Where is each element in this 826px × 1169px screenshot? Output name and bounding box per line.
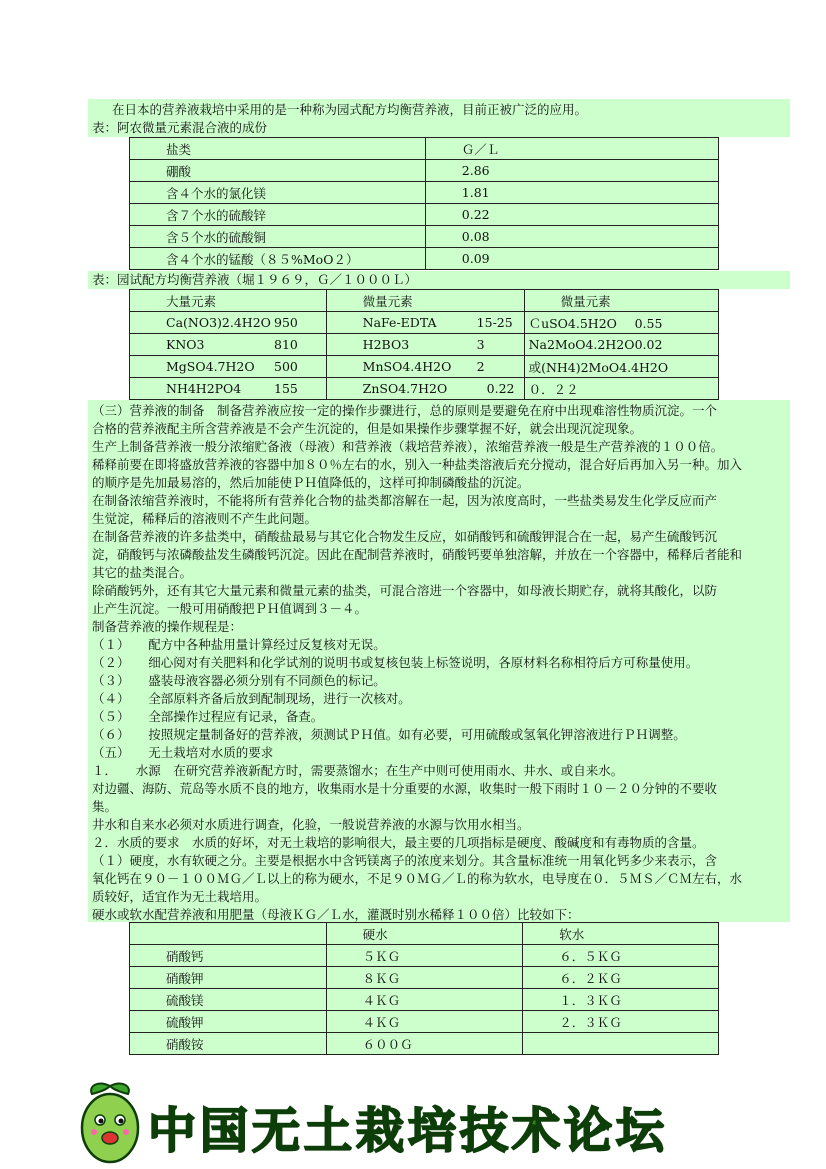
table-cell: 含４个水的锰酸（８５%MoO２）: [130, 248, 426, 270]
compound-name: H2BO3: [362, 337, 410, 352]
body-line: （三）营养液的制备 制备营养液应按一定的操作步骤进行，总的原则是要避免在府中出现难溶性物质沉淀。一个: [92, 403, 718, 418]
body-line: １． 水源 在研究营养液新配方时，需要蒸馏水；在生产中则可使用雨水、井水、或自来水。: [92, 763, 624, 778]
table-cell: [326, 312, 524, 334]
compound-name: MnSO4.4H2O: [362, 359, 452, 374]
table2-header: 大量元素: [130, 290, 327, 312]
table-cell: 硫酸镁: [130, 989, 327, 1011]
body-line: （２） 细心阅对有关肥料和化学试剂的说明书或复核包装上标签说明，各原材料名称相符后方可称量使用。: [92, 655, 699, 670]
table-cell: ４ＫＧ: [326, 1011, 523, 1033]
table-row: [130, 1011, 719, 1033]
compound-value: 810: [274, 337, 298, 352]
table-row: [130, 290, 719, 312]
table-row: [130, 334, 719, 356]
table-cell: [130, 356, 327, 378]
compound-name: NaFe-EDTA: [362, 315, 437, 330]
table1-header: 盐类: [130, 138, 426, 160]
table1: [129, 137, 719, 270]
table-cell: 含４个水的氯化镁: [130, 182, 426, 204]
body-line: 在制备营养液的许多盐类中，硝酸盐最易与其它化合物发生反应，如硝酸钙和硫酸钾混合在一起，易产生硫酸钙沉: [92, 529, 718, 544]
body-line: （１）硬度，水有软硬之分。主要是根据水中含钙镁离子的浓度来划分。其含量标准统一用氧化钙多少来表示，含: [92, 853, 718, 868]
table-row: [130, 1033, 719, 1055]
table-cell: [130, 312, 327, 334]
table-cell: 0.08: [425, 226, 718, 248]
compound-value: 0.55: [634, 315, 663, 331]
table-cell: [524, 356, 718, 378]
forum-logo-text: 中国无土栽培技术论坛: [148, 1103, 669, 1159]
table-row: [130, 923, 719, 945]
compound-name: MgSO4.7H2O: [166, 359, 255, 374]
body-line: 稀释前要在即将盛放营养液的容器中加８０％左右的水，别入一种盐类溶液后充分搅动，混合好后再加入另一种。加入: [92, 457, 743, 472]
table-row: [130, 967, 719, 989]
table-cell: 硝酸铵: [130, 1033, 327, 1055]
table-cell: 0.09: [425, 248, 718, 270]
body-line: 的顺序是先加最易溶的，然后加能使ＰＨ值降低的，这样可抑制磷酸盐的沉淀。: [92, 475, 530, 490]
compound-value: 15-25: [476, 315, 513, 330]
compound-name: 或(NH4)2MoO4.4H2O: [528, 359, 669, 375]
compound-name: KNO3: [166, 337, 205, 352]
body-line: 硬水或软水配营养液和用肥量（母液ＫＧ／Ｌ水，灌溉时别水稀释１００倍）比较如下：: [92, 907, 580, 922]
body-line: （５） 全部操作过程应有记录，备查。: [92, 709, 324, 724]
table3-header: [130, 923, 327, 945]
table-row: [130, 138, 719, 160]
table-cell: ６．２ＫＧ: [523, 967, 719, 989]
table-cell: 0.22: [425, 204, 718, 226]
table-cell: ５ＫＧ: [326, 945, 523, 967]
compound-name: Ca(NO3)2.4H2O: [166, 315, 271, 330]
body-line: ２．水质的要求 水质的好坏，对无土栽培的影响很大，最主要的几项指标是硬度、酸碱度和有毒物质的含量。: [92, 835, 705, 850]
body-line: 生觉淀，稀释后的溶液则不产生此问题。: [92, 511, 318, 526]
compound-name: Na2MoO4.2H2O: [528, 337, 635, 352]
body-line: 集。: [92, 799, 118, 814]
compound-value: 2: [476, 359, 485, 374]
body-line: （１） 配方中各种盐用量计算经过反复核对无误。: [92, 637, 386, 652]
body-line: 制备营养液的操作规程是：: [92, 619, 243, 634]
compound-name: ZnSO4.7H2O: [362, 381, 448, 396]
table-cell: １．３ＫＧ: [523, 989, 719, 1011]
table3-header: 软水: [523, 923, 719, 945]
table-cell: [326, 334, 524, 356]
compound-name: ＣuSO4.5H2O: [528, 315, 617, 331]
compound-value: 155: [274, 381, 298, 396]
table2-header: 微量元素: [524, 290, 718, 312]
mascot-logo-icon: [70, 1078, 150, 1168]
table-cell: ４ＫＧ: [326, 989, 523, 1011]
table-row: [130, 248, 719, 270]
table1-caption: 表：阿农微量元素混合液的成份: [92, 120, 268, 135]
body-line: （４） 全部原料齐备后放到配制现场，进行一次核对。: [92, 691, 411, 706]
table-cell: 硝酸钾: [130, 967, 327, 989]
body-line: 合格的营养液配主所含营养液是不会产生沉淀的，但是如果操作步骤掌握不好，就会出现沉淀现象。: [92, 421, 643, 436]
compound-value: 0.02: [634, 337, 663, 352]
table-cell: [326, 356, 524, 378]
table-cell: [130, 334, 327, 356]
table-cell: ２．３ＫＧ: [523, 1011, 719, 1033]
table-row: [130, 356, 719, 378]
table-cell: ８ＫＧ: [326, 967, 523, 989]
table-cell: [524, 334, 718, 356]
compound-value: 500: [274, 359, 298, 374]
body-line: 在制备浓缩营养液时，不能将所有营养化合物的盐类都溶解在一起，因为浓度高时，一些盐类易发生化学反应而产: [92, 493, 718, 508]
intro-line: 在日本的营养液栽培中采用的是一种称为园式配方均衡营养液，目前正被广泛的应用。: [112, 102, 588, 117]
body-line: （五） 无土栽培对水质的要求: [92, 745, 274, 760]
body-line: （３） 盛装母液容器必须分别有不同颜色的标记。: [92, 673, 386, 688]
table-cell: ６００Ｇ: [326, 1033, 523, 1055]
table-row: [130, 160, 719, 182]
table2-header: 微量元素: [326, 290, 524, 312]
table-row: [130, 945, 719, 967]
body-line: 生产上制备营养液一般分浓缩贮备液（母液）和营养液（栽培营养液），浓缩营养液一般是生产营养液的１００倍。: [92, 439, 724, 454]
compound-value: 0.22: [486, 381, 515, 396]
table-row: [130, 226, 719, 248]
body-line: 井水和自来水必须对水质进行调查，化验，一般说营养液的水源与饮用水相当。: [92, 817, 530, 832]
table-row: [130, 204, 719, 226]
body-line: 氧化钙在９０－１００ＭＧ／Ｌ以上的称为硬水，不足９０ＭＧ／Ｌ的称为软水，电导度在０．５ＭＳ／ＣＭ左右，水: [92, 871, 743, 886]
table-cell: 2.86: [425, 160, 718, 182]
body-line: 其它的盐类混合。: [92, 565, 193, 580]
body-line: 对边疆、海防、荒岛等水质不良的地方，收集雨水是十分重要的水源，收集时一般下雨时１０－２０分钟的不要收: [92, 781, 718, 796]
body-line: 止产生沉淀。一般可用硝酸把ＰＨ值调到３－４。: [92, 601, 368, 616]
table-cell: 含５个水的硫酸铜: [130, 226, 426, 248]
table-cell: [524, 312, 718, 334]
compound-value: 3: [476, 337, 485, 352]
table-cell: 硫酸钾: [130, 1011, 327, 1033]
table-cell: [523, 1033, 719, 1055]
compound-value: 950: [274, 315, 298, 330]
table-cell: ６．５ＫＧ: [523, 945, 719, 967]
table-row: [130, 312, 719, 334]
table-cell: 硝酸钙: [130, 945, 327, 967]
table-cell: 含７个水的硫酸锌: [130, 204, 426, 226]
table2: [129, 289, 719, 400]
table-cell: 硼酸: [130, 160, 426, 182]
table3: [129, 922, 719, 1055]
compound-name: NH4H2PO4: [166, 381, 242, 396]
table3-header: 硬水: [326, 923, 523, 945]
table-row: [130, 378, 719, 400]
table-row: [130, 989, 719, 1011]
table1-header: Ｇ／Ｌ: [425, 138, 718, 160]
body-line: （６） 按照规定量制备好的营养液，须测试ＰＨ值。如有必要，可用硫酸或氢氧化钾溶液进行ＰＨ调整。: [92, 727, 686, 742]
compound-name: ０．２２: [528, 381, 579, 397]
table2-caption: 表：园试配方均衡营养液（堀１９６９，Ｇ／１０００Ｌ）: [92, 272, 418, 287]
body-line: 淀，硝酸钙与浓磷酸盐发生磷酸钙沉淀。因此在配制营养液时，硝酸钙要单独溶解，并放在一个容器中，稀释后者能和: [92, 547, 743, 562]
table-cell: [130, 378, 327, 400]
table-cell: [524, 378, 718, 400]
table-cell: [326, 378, 524, 400]
body-line: 除硝酸钙外，还有其它大量元素和微量元素的盐类，可混合溶进一个容器中，如母液长期贮存，就将其酸化，以防: [92, 583, 718, 598]
table-row: [130, 182, 719, 204]
body-line: 质较好，适宜作为无土栽培用。: [92, 889, 268, 904]
table-cell: 1.81: [425, 182, 718, 204]
